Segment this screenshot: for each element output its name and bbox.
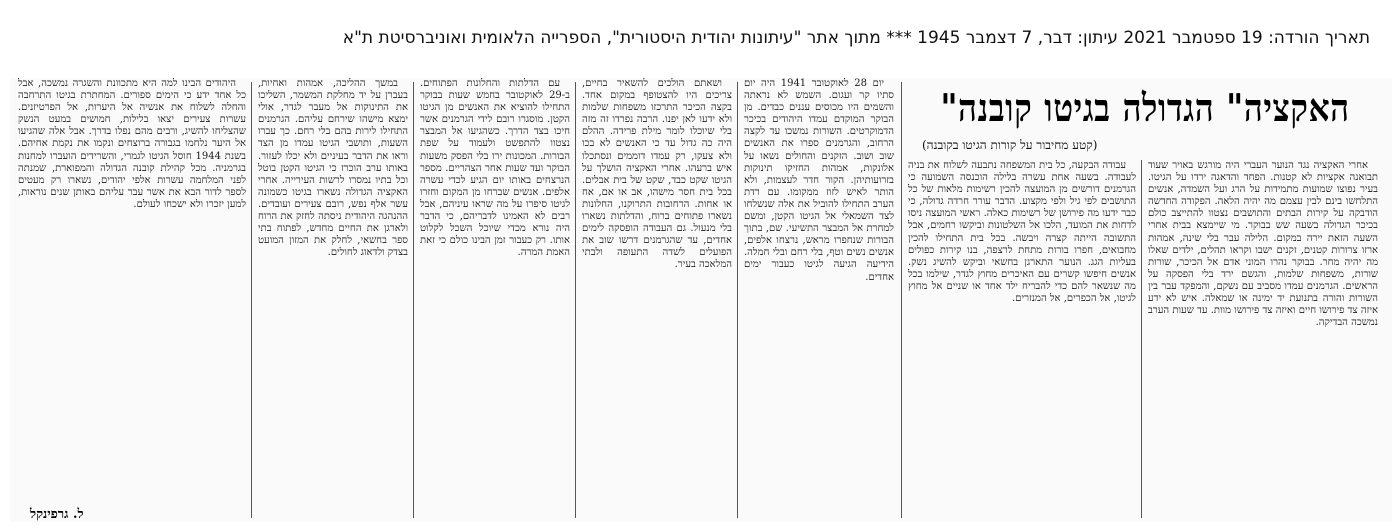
column-divider — [413, 82, 414, 518]
article-column-4: ושאתם הולכים להשאיר בחיים, צריכים היו להצטופף במקום אחד. בקצה הכיכר התרכזו משפחות שלמות ולא ידעו לאן יפנו. הרבה נפרדו זה מזה בלי שיוכלו לומר מילת פרידה. ההלם היה כה גדול עד כי האנשים לא בכו ולא צעקו, רק עמדו דוממים ונסתכלו איש ברעהו. אחרי האקציה הושלך על הגיטו שקט כבד, שקט של בית אבלים. בכל בית חסר מישהו, אב או אם, אח או אחות. הרחובות התרוקנו, החלונות נשארו פתוחים ברוח, והדלתות נשארו בלי מנעול. גם העבודה הופסקה לימים אחדים, עד שהגרמנים דרשו שוב את הפועלים לשדה התעופה ולבתי המלאכה בעיר. — [582, 78, 732, 271]
newspaper-clipping — [10, 78, 1392, 522]
article-column-5: עם הדלתות והחלונות הפתוחים. ב-29 לאוקטובר בחמש שעות בבוקר התחילו להוציא את האנשים מן הגיטו הקטן. מוסגרו רובם לידי הגרמנים אשר חיכו בצד הדרך. כשהגיעו אל המבצר נצטוו להתפשט ולעמוד על שפת הבורות. המכונות ירו בלי הפסק משעות הבוקר ועד שעות אחר הצהריים. מספר הנרצחים באותו יום הגיע לכדי עשרה אלפים. אנשים שברחו מן המקום וחזרו לגיטו סיפרו על מה שראו עיניהם, אבל רבים לא האמינו לדבריהם, כי הדבר היה נורא מכדי שיוכל השכל לקלוט אותו. רק כעבור זמן הבינו כולם כי זאת האמת המרה. — [420, 78, 570, 259]
column-divider — [251, 82, 252, 518]
article-column-6: במשך ההליכה, אמהות ואחיות, בעברן על יד מחלקת המשמר, השליכו את התינוקות אל מעבר לגדר, אולי ימצא מישהו שירחם עליהם. הגרמנים התחילו לירות בהם בלי רחם. כך עברו השעות, ותושבי הגיטו עמדו מן הצד וראו את הדבר בעיניים ולא יכלו לעזור. באותו ערב הוכרז כי הגיטו הקטן בוטל וכל בתיו נמסרו לרשות העירייה. אחרי האקציה הגדולה נשארו בגיטו כשמונה עשר אלף נפש, רובם צעירים ועובדים. ההנהגה היהודית ניסתה לחזק את הרוח ולארגן את החיים מחדש, לפתוח בתי ספר בחשאי, לחלק את המזון המועט בצדק ולדאוג לחולים. — [258, 78, 408, 259]
article-column-2: עבודה הבקעה, כל בית המשפחה נתבעה לשלוח את בניה לעבודה. בשעה אחת עשרה בלילה הוכנסה השמועה כי הגרמנים דורשים מן המועצה להכין רשימות מלאות של כל התושבים לפי גיל ולפי מקצוע. הדבר עורר חרדה גדולה, כי כבר ידעו מה פירושן של רשימות כאלה. ראשי המועצה ניסו לדחות את המועד, הלכו אל השלטונות וביקשו רחמים, אבל התשובה הייתה קצרה ויבשה. בכל בית התחילו להכין מחבואים, חפרו בורות מתחת לרצפה, בנו קירות כפולים בעליות הגג. הנוער התארגן בחשאי וביקש להשיג נשק. אנשים חיפשו קשרים עם האיכרים מחוץ לגדר, שילמו בכל מה שנשאר להם כדי להבריח ילד אחד או שניים אל מחוץ לגיטו, אל הכפרים, אל המנזרים. — [908, 160, 1136, 305]
column-divider — [575, 82, 576, 518]
article-signature: ל. גרפינקל — [30, 507, 84, 522]
article-headline: האקציה" הגדולה בגיטו קובנה" — [940, 85, 1350, 131]
column-divider — [901, 82, 902, 518]
column-divider — [1141, 160, 1142, 518]
download-info-header: תאריך הורדה: 19 ספטמבר 2021 עיתון: דבר, 7 דצמבר 1945 *** מתוך אתר "עיתונות יהודית היסטורית", הספרייה הלאומית ואוניברסיטת ת"א — [342, 28, 1370, 48]
article-column-3: יום 28 לאוקטובר 1941 היה יום סתיו קר ועגום. השמש לא נראתה והשמים היו מכוסים עננים כבדים. מן הבוקר המוקדם עמדו היהודים בכיכר הדמוקרטים. השורות נמשכו עד לקצה הרחוב, והגרמנים ספרו את האנשים שוב ושוב. הזקנים והחולים נשאו על אלונקות, אמהות החזיקו תינוקות בזרועותיהן. הקור חדר לעצמות, ולא הותר לאיש לזוז ממקומו. עם רדת הערב התחילו להוביל את אלה שנשלחו לצד השמאלי אל הגיטו הקטן, ומשם למחרת אל המבצר התשיעי. שם, בתוך הבורות שנחפרו מראש, נרצחו אלפים, אנשים נשים וטף, בלי רחם ובלי חמלה. הידיעה הגיעה לגיטו כעבור ימים אחדים. — [744, 78, 894, 283]
column-divider — [737, 82, 738, 518]
article-column-7: היהודים הבינו למה היא מתכוונת והשגרה נמשכה, אבל כל אחד ידע כי הימים ספורים. המחתרת בגיטו התרחבה והחלה לשלוח את אנשיה אל היערות, אל הפרטיזנים. עשרות צעירים יצאו בלילות, חמושים במעט הנשק שהצליחו להשיג, ורבים מהם נפלו בדרך. אבל אלה שהגיעו אל היער נלחמו בגבורה ברוצחים ונקמו את נקמת אחיהם. בשנת 1944 חוסל הגיטו לגמרי, והשרידים הועברו למחנות בגרמניה. מכל קהילת קובנה הגדולה והמפוארת, שמנתה לפני המלחמה עשרות אלפי יהודים, נשארו רק מעטים לספר לדור הבא את אשר עבר עליהם באותן שנים נוראות, למען יזכרו ולא ישכחו לעולם. — [18, 78, 246, 210]
article-column-1: אחרי האקציה נגד הנוער העברי היה מורגש באויר שעוד תבואנה אקציות לא קטנות. הפחד והדאגה ירדו על הגיטו. בעיר נפוצו שמועות מתמידות על הרג ועל השמדה, אנשים התלחשו בינם לבין עצמם מה יהיה הלאה. הפקודה החדשה הודבקה על קירות הבתים והתושבים נצטוו להתייצב כולם בכיכר הגדולה בשעה שש בבוקר. מי שיימצא בבית אחרי השעה הזאת יירה במקום. הלילה עבר בלי שינה, אמהות ארזו צרורות קטנים, זקנים ישבו וקראו תהלים, ילדים שאלו מה יהיה מחר. בבוקר נהרו המוני אדם אל הכיכר, שורות שורות, משפחות שלמות, והגשם ירד בלי הפסקה על הראשים. הגרמנים עמדו מסביב עם נשקם, והמפקד עבר בין השורות והורה בתנועת יד ימינה או שמאלה. איש לא ידע איזה צד פירושו חיים ואיזה צד פירושו מוות. עד שעות הערב נמשכה הבדיקה. — [1148, 160, 1378, 329]
article-subtitle: (קטע מחיבור על קורות הגיטו בקובנה) — [922, 138, 1098, 152]
